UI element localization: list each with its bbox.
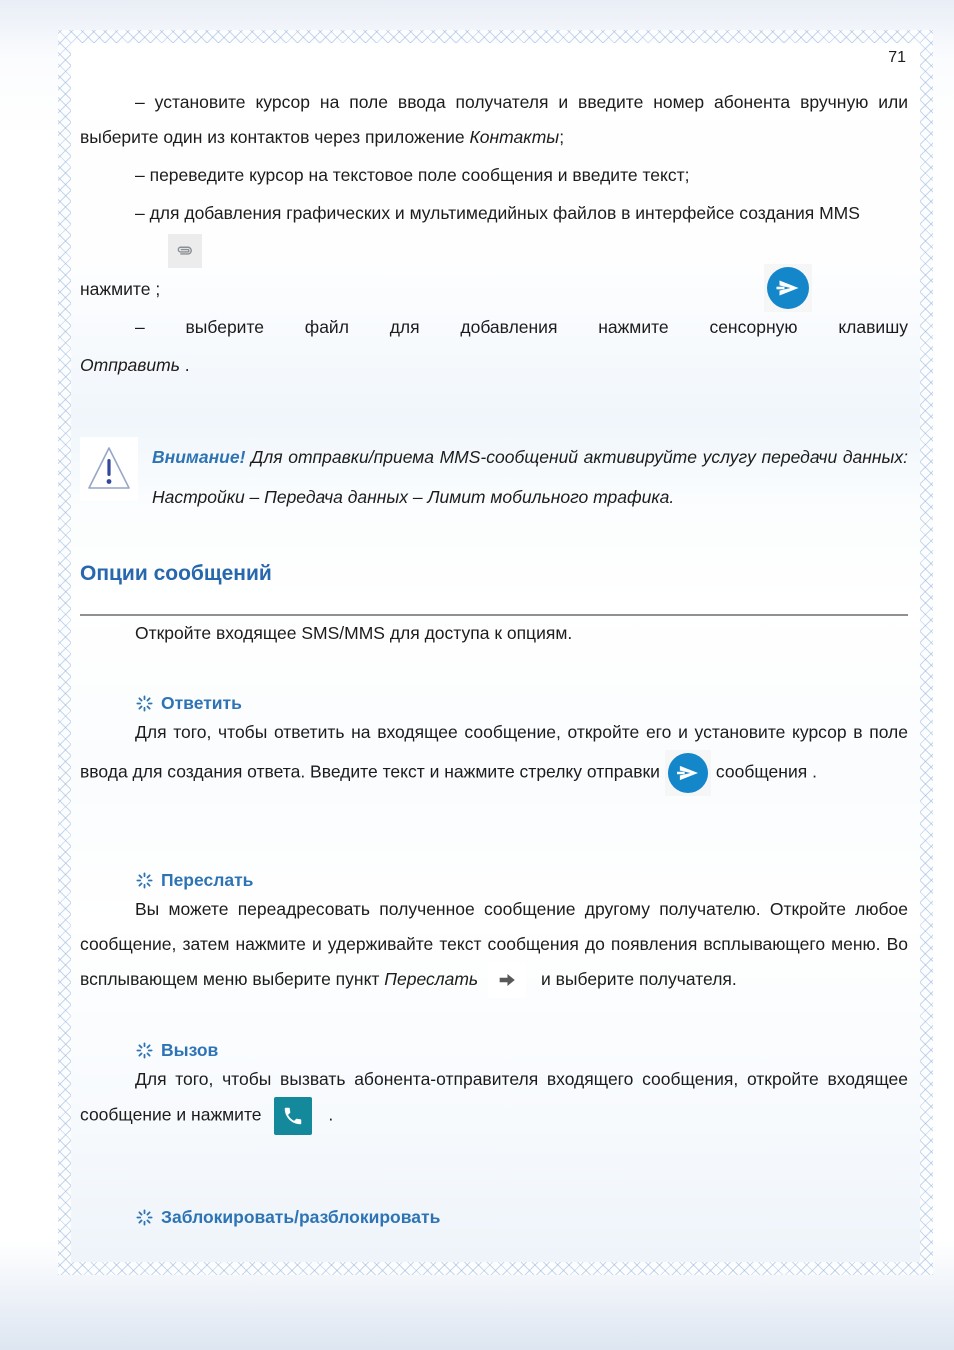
send-key-image [764,264,812,312]
list-item-choose-file: – выберите файл для добавления нажмите сенсорную клавишу [135,317,908,337]
page-number: 71 [888,49,906,66]
list-item-mms-files: – для добавления графических и мультимедийных файлов в интерфейсе создания MMS [135,203,860,223]
reply-body [80,715,908,796]
send-icon [766,266,810,310]
subsection-title-label: Вызов [161,1040,219,1061]
forward-arrow-icon [496,969,518,991]
sparkle-icon [135,694,154,713]
decorative-lattice-border [58,30,933,1275]
warning-icon-box [80,437,138,501]
phone-icon [282,1105,304,1127]
call-key-image [274,1097,312,1135]
list-item-text: – установите курсор на поле ввода получателя и введите номер абонента вручную или выберите один из контактов через приложение [80,92,908,147]
subsection-title-label: Заблокировать/разблокировать [161,1207,441,1228]
call-body-text: Для того, чтобы вызвать абонента-отправителя входящего сообщения, откройте входящее сообщение и нажмите [80,1069,908,1125]
warning-note [80,437,908,517]
sparkle-icon [135,1208,154,1227]
app-name-italic: Контакты [469,127,560,147]
page-content [80,43,908,1229]
forward-menu-item-italic: Переслать [384,969,479,989]
subsection-reply-title [135,691,908,715]
forward-body-text: Вы можете переадресовать полученное сообщение другому получателю. Откройте любое сообщение, затем нажмите и удерживайте текст сообщения до появления всплывающего меню. Во всплывающем меню выберите пункт [80,899,908,989]
call-body [80,1062,908,1135]
warning-label: Внимание! [152,447,246,467]
forward-body [80,892,908,998]
subsection-call-title [135,1038,908,1062]
warning-triangle-icon [86,444,132,494]
attach-key-image [168,234,202,268]
sparkle-icon [135,871,154,890]
subsection-block-title [135,1205,908,1229]
reply-body-end: сообщения . [715,761,817,782]
list-item-press: нажмите ; [80,279,161,299]
reply-body-text: Для того, чтобы ответить на входящее сообщение, откройте его и установите курсор в поле ввода для создания ответа. Введите текст и нажмите стрелку отправки [80,722,908,782]
list-item-send-label [80,348,908,383]
list-item-recipient [80,85,908,155]
paperclip-icon [175,241,195,261]
forward-body-end: и выберите получателя. [536,969,737,989]
warning-settings-path: Настройки – Передача данных – Лимит мобильного трафика. [152,487,675,507]
send-icon [667,752,709,794]
list-item-choose-file-block [80,310,908,383]
document-page [71,43,920,1262]
section-intro: Откройте входящее SMS/MMS для доступа к опциям. [135,623,573,643]
warning-body: Для отправки/приема MMS-сообщений активируйте услугу передачи данных: [245,447,908,467]
sparkle-icon [135,1041,154,1060]
forward-key-image [488,962,526,998]
call-body-end: . [323,1105,334,1125]
list-item-suffix: ; [559,127,565,147]
send-label-italic: Отправить [80,355,180,375]
send-key-image-small [665,750,711,796]
warning-text [152,437,908,517]
send-label-suffix: . [179,355,190,375]
subsection-title-label: Ответить [161,693,242,713]
subsection-title-label: Переслать [161,870,254,890]
subsection-forward-title [135,868,908,892]
section-title: Опции сообщений [80,562,272,585]
list-item-text-field: – переведите курсор на текстовое поле сообщения и введите текст; [135,165,690,185]
